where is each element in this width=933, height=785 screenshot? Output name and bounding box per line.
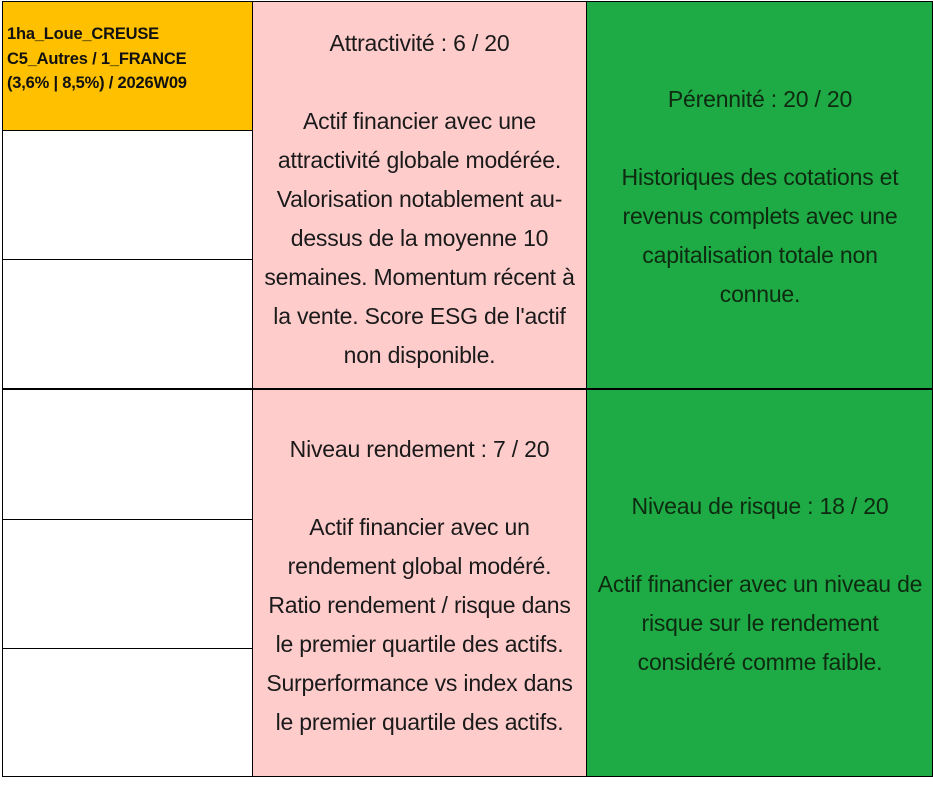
- empty-cell-2: [3, 260, 252, 388]
- risque-line: considéré comme faible.: [637, 649, 883, 675]
- grid-line-h1: [2, 130, 253, 131]
- attractivite-line: attractivité globale modérée.: [277, 147, 562, 173]
- rendement-cell: [253, 390, 586, 776]
- rendement-title: Niveau rendement : 7 / 20: [289, 436, 550, 462]
- attractivite-line: Actif financier avec une: [303, 108, 536, 134]
- rendement-line: Surperformance vs index dans: [266, 670, 573, 696]
- rendement-line: Ratio rendement / risque dans: [268, 592, 571, 618]
- rendement-line: rendement global modéré.: [287, 553, 552, 579]
- grid-line-h2: [2, 259, 253, 260]
- rendement-line: Actif financier avec un: [309, 514, 530, 540]
- perennite-line: Historiques des cotations et: [621, 164, 899, 190]
- rendement-line: le premier quartile des actifs.: [275, 631, 564, 657]
- attractivite-cell: [253, 2, 586, 388]
- attractivite-line: la vente. Score ESG de l'actif: [273, 303, 566, 329]
- grid-line-bottom: [2, 776, 933, 777]
- perennite-cell: [587, 2, 933, 388]
- perennite-title: Pérennité : 20 / 20: [667, 86, 853, 112]
- risque-title: Niveau de risque : 18 / 20: [631, 493, 889, 519]
- attractivite-line: non disponible.: [343, 342, 496, 368]
- asset-rates-week: (3,6% | 8,5%) / 2026W09: [7, 74, 187, 92]
- perennite-line: capitalisation totale non: [642, 242, 878, 268]
- perennite-line: revenus complets avec une: [622, 203, 898, 229]
- empty-cell-5: [3, 649, 252, 776]
- asset-category: C5_Autres / 1_FRANCE: [7, 49, 187, 68]
- risque-cell: [587, 390, 933, 776]
- empty-cell-1: [3, 131, 252, 259]
- grid-line-h4: [2, 519, 253, 520]
- perennite-line: connue.: [719, 281, 801, 307]
- risque-line: Actif financier avec un niveau de: [597, 571, 923, 597]
- risque-line: risque sur le rendement: [641, 610, 879, 636]
- grid-line-mid: [2, 388, 933, 390]
- grid-line-h5: [2, 648, 253, 649]
- empty-cell-3: [3, 390, 252, 519]
- attractivite-line: Valorisation notablement au-: [276, 186, 563, 212]
- attractivite-line: semaines. Momentum récent à: [264, 264, 575, 290]
- attractivite-title: Attractivité : 6 / 20: [329, 30, 510, 56]
- grid-line-top: [2, 1, 933, 2]
- asset-name: 1ha_Loue_CREUSE: [7, 25, 159, 43]
- empty-cell-4: [3, 520, 252, 648]
- rendement-line: le premier quartile des actifs.: [275, 709, 564, 735]
- asset-header-cell: [3, 2, 252, 130]
- attractivite-line: dessus de la moyenne 10: [290, 225, 549, 251]
